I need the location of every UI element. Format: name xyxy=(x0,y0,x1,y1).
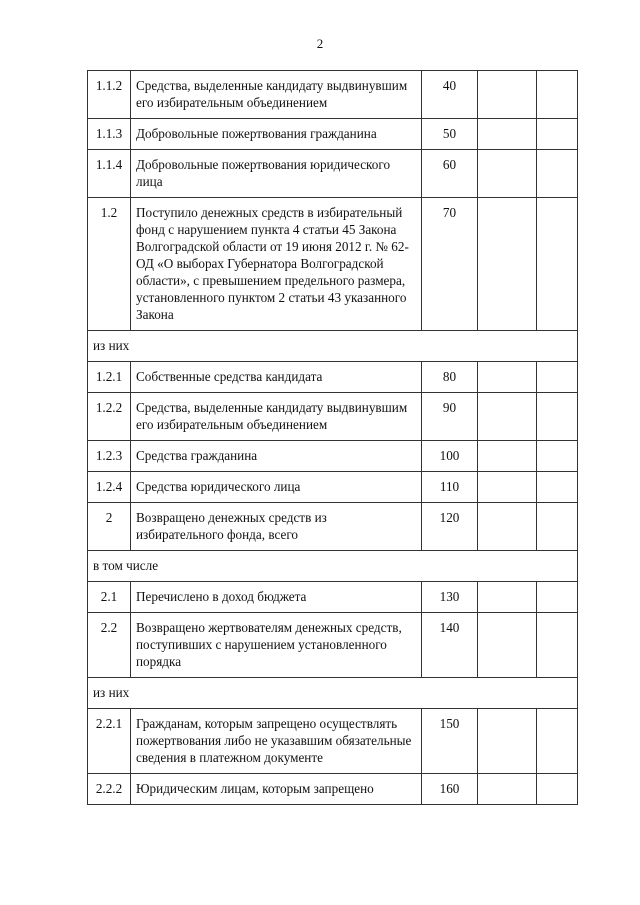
amount-cell xyxy=(478,709,537,774)
row-name: Средства гражданина xyxy=(131,441,422,472)
row-code: 1.2 xyxy=(88,198,131,331)
row-name: Возвращено жертвователям денежных средств, поступивших с нарушением установленного порядка xyxy=(131,613,422,678)
fund-report-table xyxy=(87,70,578,805)
row-line-code: 110 xyxy=(422,472,478,503)
row-code: 1.2.3 xyxy=(88,441,131,472)
row-line-code: 80 xyxy=(422,362,478,393)
row-line-code: 140 xyxy=(422,613,478,678)
amount-cell xyxy=(478,150,537,198)
table-row xyxy=(88,71,578,119)
row-code: 1.1.2 xyxy=(88,71,131,119)
section-label-row xyxy=(88,551,578,582)
section-label-row xyxy=(88,678,578,709)
table-row xyxy=(88,150,578,198)
note-cell xyxy=(537,503,578,551)
row-line-code: 160 xyxy=(422,774,478,805)
note-cell xyxy=(537,393,578,441)
amount-cell xyxy=(478,441,537,472)
amount-cell xyxy=(478,774,537,805)
amount-cell xyxy=(478,472,537,503)
amount-cell xyxy=(478,71,537,119)
section-label-row xyxy=(88,331,578,362)
note-cell xyxy=(537,472,578,503)
row-code: 1.2.4 xyxy=(88,472,131,503)
table-row xyxy=(88,613,578,678)
row-line-code: 130 xyxy=(422,582,478,613)
row-name: Юридическим лицам, которым запрещено xyxy=(131,774,422,805)
row-name: Перечислено в доход бюджета xyxy=(131,582,422,613)
note-cell xyxy=(537,119,578,150)
row-code: 1.1.3 xyxy=(88,119,131,150)
note-cell xyxy=(537,709,578,774)
row-name: Средства юридического лица xyxy=(131,472,422,503)
row-name: Добровольные пожертвования гражданина xyxy=(131,119,422,150)
row-name: Гражданам, которым запрещено осуществлять пожертвования либо не указавшим обязательные сведения в платежном документе xyxy=(131,709,422,774)
note-cell xyxy=(537,198,578,331)
table-row xyxy=(88,198,578,331)
row-line-code: 60 xyxy=(422,150,478,198)
row-name: Добровольные пожертвования юридического лица xyxy=(131,150,422,198)
row-name: Средства, выделенные кандидату выдвинувшим его избирательным объединением xyxy=(131,393,422,441)
row-line-code: 120 xyxy=(422,503,478,551)
note-cell xyxy=(537,582,578,613)
page-number: 2 xyxy=(316,36,324,51)
amount-cell xyxy=(478,198,537,331)
row-name: Собственные средства кандидата xyxy=(131,362,422,393)
table-row xyxy=(88,472,578,503)
table-row xyxy=(88,709,578,774)
row-line-code: 70 xyxy=(422,198,478,331)
table-row xyxy=(88,774,578,805)
row-code: 2.2.1 xyxy=(88,709,131,774)
row-line-code: 50 xyxy=(422,119,478,150)
row-line-code: 40 xyxy=(422,71,478,119)
amount-cell xyxy=(478,362,537,393)
table-row xyxy=(88,582,578,613)
section-label: в том числе xyxy=(88,551,578,582)
table-row xyxy=(88,362,578,393)
row-code: 2 xyxy=(88,503,131,551)
row-line-code: 90 xyxy=(422,393,478,441)
row-code: 2.2.2 xyxy=(88,774,131,805)
amount-cell xyxy=(478,393,537,441)
row-name: Возвращено денежных средств из избирательного фонда, всего xyxy=(131,503,422,551)
row-code: 1.2.2 xyxy=(88,393,131,441)
section-label: из них xyxy=(88,331,578,362)
note-cell xyxy=(537,362,578,393)
amount-cell xyxy=(478,582,537,613)
table-row xyxy=(88,393,578,441)
row-name: Поступило денежных средств в избирательный фонд с нарушением пункта 4 статьи 45 Закона Волгоградской области от 19 июня 2012 г. № 62-ОД «О выборах Губернатора Волгоградской области», с превышением предельного размера, установленного пунктом 2 статьи 43 указанного Закона xyxy=(131,198,422,331)
row-code: 1.2.1 xyxy=(88,362,131,393)
row-line-code: 150 xyxy=(422,709,478,774)
table-body xyxy=(88,71,578,805)
table-row xyxy=(88,119,578,150)
amount-cell xyxy=(478,503,537,551)
row-code: 2.2 xyxy=(88,613,131,678)
row-code: 2.1 xyxy=(88,582,131,613)
amount-cell xyxy=(478,613,537,678)
note-cell xyxy=(537,71,578,119)
note-cell xyxy=(537,441,578,472)
section-label: из них xyxy=(88,678,578,709)
row-line-code: 100 xyxy=(422,441,478,472)
table-row xyxy=(88,441,578,472)
note-cell xyxy=(537,150,578,198)
table-row xyxy=(88,503,578,551)
row-code: 1.1.4 xyxy=(88,150,131,198)
note-cell xyxy=(537,774,578,805)
amount-cell xyxy=(478,119,537,150)
row-name: Средства, выделенные кандидату выдвинувшим его избирательным объединением xyxy=(131,71,422,119)
note-cell xyxy=(537,613,578,678)
